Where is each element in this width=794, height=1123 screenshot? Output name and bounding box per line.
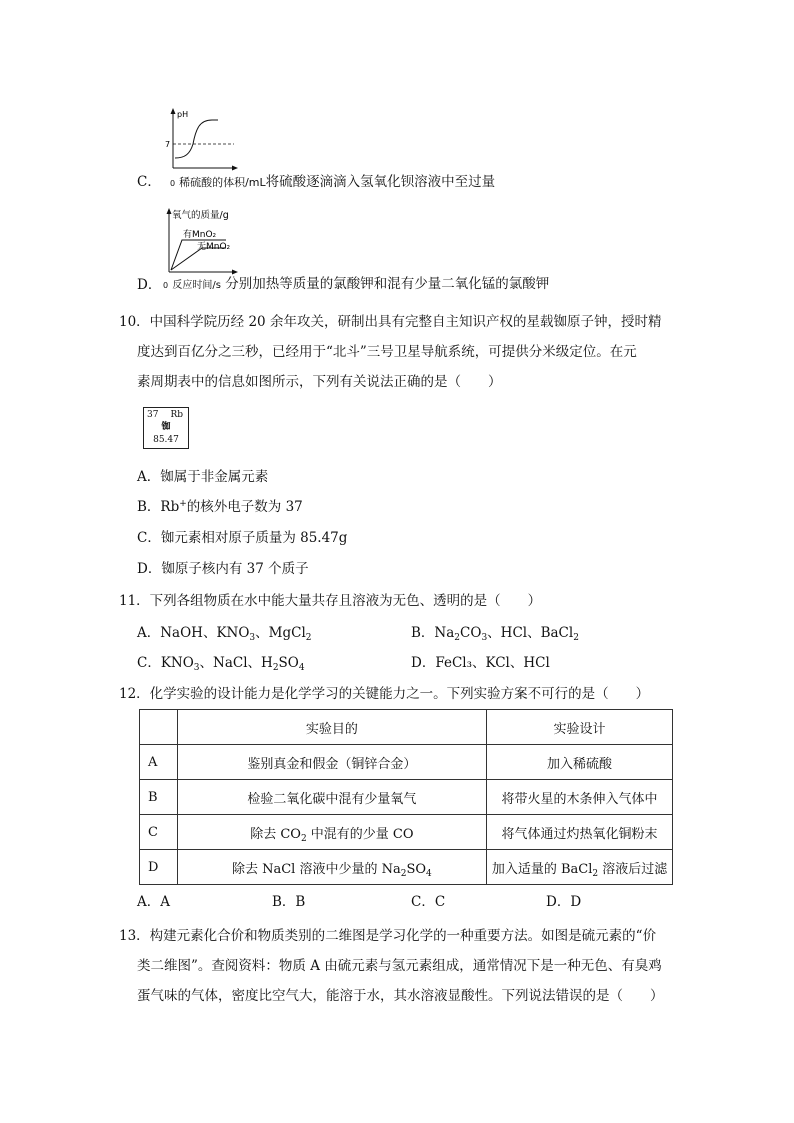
row-purpose: 检验二氧化碳中混有少量氧气 bbox=[177, 780, 487, 815]
row-id: D bbox=[140, 850, 178, 885]
row-purpose: 除去 $CO_2$ 中混有的少量 CO bbox=[177, 815, 487, 850]
q12-answer-d: D．D bbox=[546, 894, 582, 910]
q10-option-d: D．铷原子核内有 37 个质子 bbox=[137, 561, 309, 577]
row-design: 将带火星的木条伸入气体中 bbox=[487, 780, 673, 815]
ph-axis-label: pH bbox=[177, 110, 189, 119]
graph-c-origin: 0 bbox=[170, 179, 176, 188]
table-row bbox=[140, 850, 673, 885]
row-design: 将气体通过灼热氧化铜粉末 bbox=[487, 815, 673, 850]
option-d-text: 分别加热等质量的氯酸钾和混有少量二氧化锰的氯酸钾 bbox=[225, 276, 550, 292]
q10-line1: 10．中国科学院历经 20 余年攻关，研制出具有完整自主知识产权的星载铷原子钟，授时精 bbox=[119, 314, 662, 330]
row-id: C bbox=[140, 815, 178, 850]
q10-option-c: C．铷元素相对原子质量为 85.47g bbox=[137, 530, 348, 546]
oxygen-graph bbox=[160, 206, 242, 282]
q11-option-b: B．$Na_2CO_3$、HCl、BaCl$_2$ bbox=[411, 625, 579, 643]
q11-stem: 11．下列各组物质在水中能大量共存且溶液为无色、透明的是（ ） bbox=[119, 593, 542, 609]
q12-stem: 12．化学实验的设计能力是化学学习的关键能力之一。下列实验方案不可行的是（ ） bbox=[119, 686, 650, 702]
element-symbol: Rb bbox=[170, 410, 183, 420]
q12-answer-c: C．C bbox=[411, 894, 446, 910]
table-row bbox=[140, 815, 673, 850]
graph-d-origin: 0 bbox=[163, 281, 169, 290]
q10-line2: 度达到百亿分之三秒，已经用于“北斗”三号卫星导航系统，可提供分米级定位。在元 bbox=[137, 344, 637, 360]
element-card-rubidium bbox=[143, 407, 189, 449]
oxygen-axis-label: 氧气的质量/g bbox=[172, 210, 229, 221]
table-header-row bbox=[140, 710, 673, 745]
option-c-letter: C． bbox=[137, 174, 161, 190]
q13-line3: 蛋气味的气体，密度比空气大，能溶于水，其水溶液显酸性。下列说法错误的是（ ） bbox=[137, 988, 664, 1004]
experiment-table bbox=[139, 709, 673, 885]
element-name: 铷 bbox=[161, 422, 171, 432]
with-mno2-label: 有MnO₂ bbox=[183, 230, 217, 240]
atomic-mass: 85.47 bbox=[153, 435, 179, 445]
table-row bbox=[140, 780, 673, 815]
table-header-blank bbox=[140, 710, 178, 745]
row-id: A bbox=[140, 745, 178, 780]
row-purpose: 鉴别真金和假金（铜锌合金） bbox=[177, 745, 487, 780]
graph-c-xlabel: 稀硫酸的体积/mL bbox=[179, 176, 266, 189]
q13-line2: 类二维图”。查阅资料：物质 A 由硫元素与氢元素组成，通常情况下是一种无色、有臭鸡 bbox=[137, 958, 662, 974]
q10-option-b: B．Rb+的核外电子数为 37 bbox=[137, 499, 303, 515]
option-d-letter: D． bbox=[137, 277, 162, 293]
q10-option-a: A．铷属于非金属元素 bbox=[137, 469, 269, 485]
table-header-purpose: 实验目的 bbox=[177, 710, 487, 745]
q12-answer-b: B．B bbox=[272, 894, 306, 910]
option-c-text: 将硫酸逐滴滴入氢氧化钡溶液中至过量 bbox=[265, 174, 496, 190]
q10-line3: 素周期表中的信息如图所示，下列有关说法正确的是（ ） bbox=[137, 374, 502, 390]
q12-answer-a: A．A bbox=[137, 894, 170, 910]
row-id: B bbox=[140, 780, 178, 815]
row-design: 加入适量的 BaCl$_2$ 溶液后过滤 bbox=[487, 850, 673, 885]
q11-option-d: D．FeCl₃、KCl、HCl bbox=[411, 655, 550, 671]
q11-option-c: C．$KNO_3$、NaCl、$H_2SO_4$ bbox=[137, 655, 305, 673]
row-design: 加入稀硫酸 bbox=[487, 745, 673, 780]
table-header-design: 实验设计 bbox=[487, 710, 673, 745]
atomic-number: 37 bbox=[147, 410, 159, 420]
graph-d-xlabel: 反应时间/s bbox=[172, 280, 221, 291]
q13-line1: 13．构建元素化合价和物质类别的二维图是学习化学的一种重要方法。如图是硫元素的“价 bbox=[119, 928, 657, 944]
q11-option-a: A．NaOH、$KNO_3$、MgCl$_2$ bbox=[137, 625, 312, 643]
without-mno2-label: 无MnO₂ bbox=[197, 242, 231, 252]
ph-seven-mark: 7 bbox=[165, 140, 171, 149]
row-purpose: 除去 NaCl 溶液中少量的 $Na_2SO_4$ bbox=[177, 850, 487, 885]
table-row bbox=[140, 745, 673, 780]
